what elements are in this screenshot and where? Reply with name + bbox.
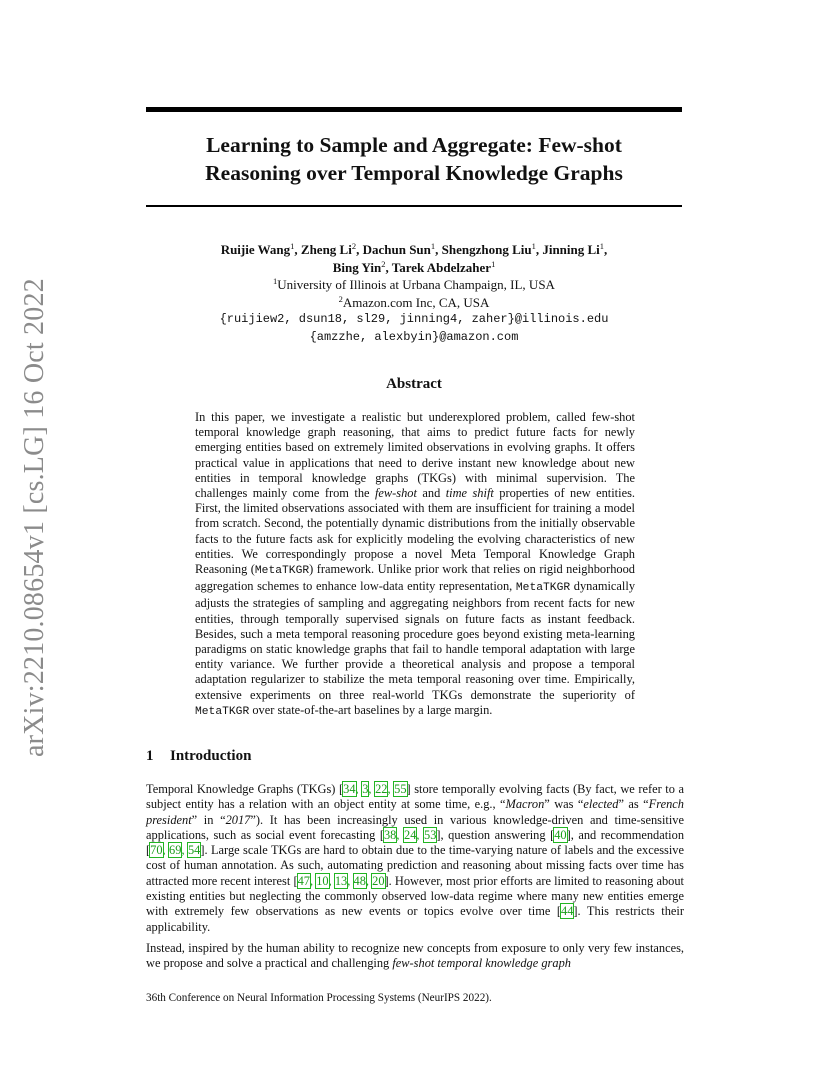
intro-paragraph-1: Temporal Knowledge Graphs (TKGs) [34, 3, 22, 55] store temporally evolving facts (By fact, we refer to a subject entity has a relation with an object entity at some time, e.g., “Macron” was “elected” as “French president” in “2017”). It has been increasingly used in various knowledge-driven and time-sensitive applications, such as social event forecasting [38, 24, 53], question answering [40], and recommendation [70, 69, 54]. Large scale TKGs are hard to obtain due to the time-varying nature of labels and the excessive cost of human annotation. As such, automating prediction and reasoning about missing facts over time has attracted more recent interest [47, 10, 13, 48, 20]. However, most prior efforts are limited to reasoning about existing entities but neglecting the commonly observed low-data regime where many new entities emerge with extremely few observations as new events or topics evolve over time [44]. This restricts their applicability.: [146, 782, 685, 934]
citation-link[interactable]: 44: [561, 904, 574, 919]
citation-link[interactable]: 48: [353, 873, 366, 888]
email-line-1: {ruijiew2, dsun18, sl29, jinning4, zaher}@illinois.edu: [219, 312, 609, 326]
title-bottom-rule: [146, 205, 682, 207]
author: Dachun Sun$^1$,: [362, 241, 442, 257]
email-line-2: {amzzhe, alexbyin}@amazon.com: [309, 329, 519, 344]
citation-link[interactable]: 13: [334, 873, 348, 888]
abstract-heading: Abstract: [386, 376, 442, 392]
venue-footer: 36th Conference on Neural Information Processing Systems (NeurIPS 2022).: [146, 992, 492, 1004]
title-line-2: Reasoning over Temporal Knowledge Graphs: [205, 161, 623, 185]
citation-link[interactable]: 38: [383, 827, 397, 842]
citation-link[interactable]: 24: [404, 827, 417, 842]
citation-link[interactable]: 54: [187, 843, 201, 858]
citation-link[interactable]: 70: [150, 843, 163, 858]
title-top-rule: [146, 107, 682, 112]
arxiv-stamp[interactable]: arXiv:2210.08654v1 [cs.LG] 16 Oct 2022: [19, 278, 50, 757]
author: Ruijie Wang$^1$,: [220, 241, 301, 257]
citation-link[interactable]: 55: [394, 782, 407, 796]
citation-link[interactable]: 20: [372, 873, 385, 888]
author: Shengzhong Liu$^1$,: [441, 241, 543, 257]
abstract-body: In this paper, we investigate a realistic but underexplored problem, called few-shot temporal knowledge graph reasoning, that aims to predict future facts for newly emerging entities based on extremely limited observations in evolving graphs. It offers practical value in applications that need to derive instant new knowledge about new entities in temporal knowledge graphs (TKGs) with minimal supervision. The challenges mainly come from the few-shot and time shift properties of new entities. First, the limited observations associated with them are insufficient for training a model from scratch. Second, the potentially dynamic distributions from the initially observable facts to the future facts ask for explicitly modeling the evolving characteristics of new entities. We correspondingly propose a novel Meta Temporal Knowledge Graph Reasoning (MetaTKGR) framework. Unlike prior work that relies on rigid neighborhood aggregation schemes to enhance low-data entity representation, MetaTKGR dynamically adjusts the strategies of sampling and aggregating neighbors from recent facts for new entities, through temporally supervised signals on future facts as instant feedback. Besides, such a meta temporal reasoning procedure goes beyond existing meta-learning paradigms on static knowledge graphs that fail to handle temporal adaptation with large entity variance. We further provide a theoretical analysis and propose a temporal adaptation regularizer to stabilize the meta temporal reasoning over time. Empirically, extensive experiments on three real-world TKGs demonstrate the superiority of MetaTKGR over state-of-the-art baselines by a large margin.: [195, 410, 636, 718]
citation-link[interactable]: 53: [424, 827, 437, 842]
author: Tarek Abdelzaher$^1$: [391, 258, 496, 275]
affiliation-2: $^2$Amazon.com Inc, CA, USA: [338, 293, 490, 310]
citation-link[interactable]: 22: [375, 782, 388, 796]
author-names: [146, 241, 682, 276]
author: Jinning Li$^1$,: [542, 241, 608, 257]
author-block: [146, 241, 682, 346]
citation-link[interactable]: 3: [362, 782, 369, 796]
section-heading-introduction: 1 Introduction: [146, 748, 252, 764]
paper-title: [146, 131, 682, 187]
author: Bing Yin$^2$,: [332, 258, 392, 275]
citation-link[interactable]: 47: [297, 873, 310, 888]
affiliation-1: $^1$University of Illinois at Urbana Champaign, IL, USA: [273, 276, 555, 292]
citation-link[interactable]: 10: [316, 873, 329, 888]
title-line-1: Learning to Sample and Aggregate: Few-shot: [206, 133, 622, 157]
intro-paragraph-2: Instead, inspired by the human ability to recognize new concepts from exposure to only very few instances, we propose and solve a practical and challenging few-shot temporal knowledge graph: [146, 940, 684, 971]
introduction-body: [146, 782, 684, 978]
citation-link[interactable]: 34: [343, 782, 356, 796]
citation-link[interactable]: 69: [169, 843, 182, 858]
citation-link[interactable]: 40: [554, 827, 567, 842]
author: Zheng Li$^2$,: [300, 241, 363, 257]
